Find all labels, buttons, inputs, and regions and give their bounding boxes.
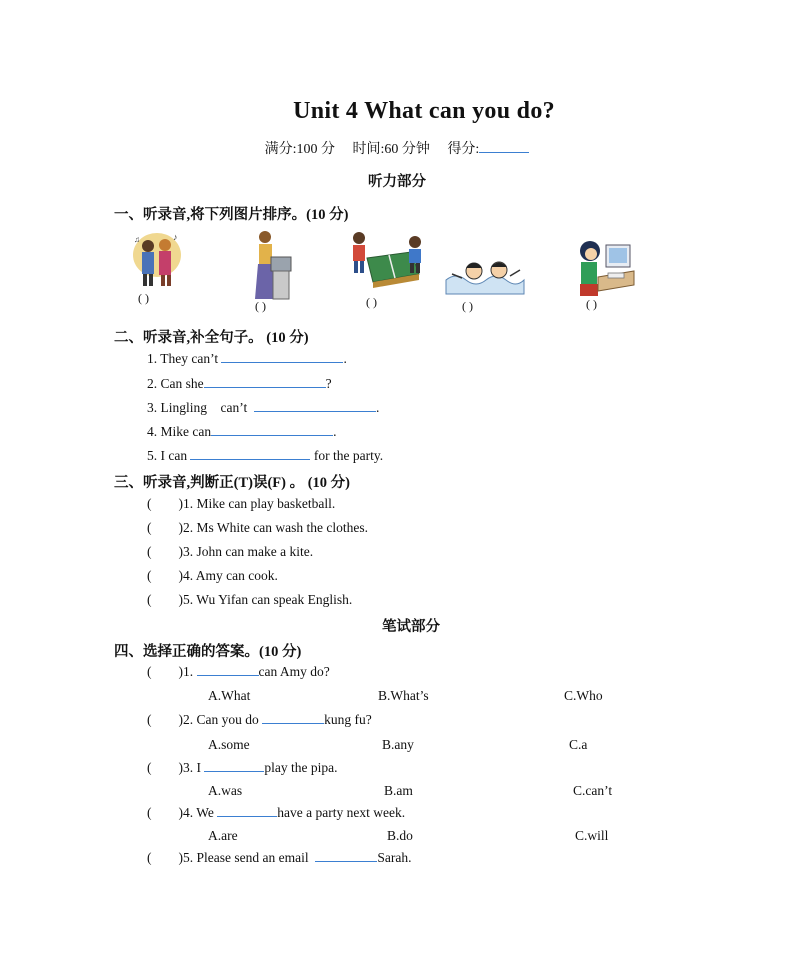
q4-option-b[interactable]: B.do [387, 828, 413, 843]
singing-picture [131, 230, 183, 290]
picture5-answer-paren[interactable]: ( ) [586, 297, 597, 311]
picture2-answer-paren[interactable]: ( ) [255, 299, 266, 313]
choice-question-1 [147, 664, 330, 680]
exam-meta [0, 138, 794, 158]
sentence-5-text: 5. I can [147, 448, 188, 463]
ping-pong-picture [349, 228, 427, 294]
picture3-answer-paren[interactable]: ( ) [366, 295, 377, 309]
q3-text-end: play the pipa. [264, 760, 338, 775]
svg-text:♫: ♫ [134, 235, 140, 244]
listening-part-heading: 听力部分 [368, 174, 426, 190]
q1-blank[interactable] [197, 675, 259, 676]
q1-number: ( )1. [147, 664, 194, 679]
sentence-4-text: 4. Mike can [147, 424, 212, 439]
true-false-item-2[interactable]: ( )2. Ms White can wash the clothes. [147, 520, 368, 535]
q4-blank[interactable] [217, 816, 277, 817]
section3-heading: 三、听录音,判断正(T)误(F) 。 (10 分) [114, 475, 350, 491]
full-score: 满分:100 分 [264, 142, 336, 157]
choice-question-4 [147, 805, 405, 821]
picture1-answer-paren[interactable]: ( ) [138, 291, 149, 305]
q3-option-a[interactable]: A.was [208, 783, 243, 798]
section1-heading: 一、听录音,将下列图片排序。(10 分) [114, 207, 349, 223]
sentence-3-text: 3. Lingling can’t [147, 400, 248, 415]
q4-option-c[interactable]: C.will [575, 828, 609, 843]
sentence-5-end: for the party. [310, 448, 384, 463]
q1-option-c[interactable]: C.Who [564, 688, 603, 703]
sentence-2-end: ? [325, 376, 332, 391]
sentence-1-blank[interactable] [221, 362, 343, 363]
sentence-3-end: . [376, 400, 380, 415]
fill-sentence-4 [147, 424, 336, 440]
q2-blank[interactable] [262, 723, 324, 724]
time-limit: 时间:60 分钟 [352, 142, 430, 157]
score-blank[interactable] [479, 152, 529, 153]
picture4-answer-paren[interactable]: ( ) [462, 299, 473, 313]
page-title: Unit 4 What can you do? [293, 98, 555, 124]
q4-option-a[interactable]: A.are [208, 828, 238, 843]
fill-sentence-5 [147, 448, 383, 464]
sentence-2-text: 2. Can she [147, 376, 204, 391]
q5-text-start: ( )5. Please send an email [147, 850, 309, 865]
score-label: 得分: [447, 142, 480, 157]
q3-option-c[interactable]: C.can’t [573, 783, 613, 798]
sentence-1-end: . [343, 351, 347, 366]
svg-text:♪: ♪ [173, 232, 178, 242]
q1-option-a[interactable]: A.What [208, 688, 251, 703]
q2-text-start: ( )2. Can you do [147, 712, 259, 727]
fill-sentence-1 [147, 351, 347, 367]
sentence-4-blank[interactable] [211, 435, 333, 436]
q2-option-a[interactable]: A.some [208, 737, 250, 752]
choice-question-5 [147, 850, 411, 866]
computer-picture [576, 237, 636, 299]
q3-blank[interactable] [204, 771, 264, 772]
fill-sentence-2 [147, 376, 332, 392]
sentence-3-blank[interactable] [254, 411, 376, 412]
q1-text: can Amy do? [258, 664, 330, 679]
true-false-item-4[interactable]: ( )4. Amy can cook. [147, 568, 278, 583]
q2-text-end: kung fu? [324, 712, 372, 727]
q2-option-c[interactable]: C.a [569, 737, 588, 752]
sentence-5-blank[interactable] [190, 459, 310, 460]
q1-option-b[interactable]: B.What’s [378, 688, 429, 703]
sentence-1-text: 1. They can’t [147, 351, 219, 366]
cooking-picture [249, 229, 295, 301]
q4-text-end: have a party next week. [277, 805, 406, 820]
q5-blank[interactable] [315, 861, 377, 862]
choice-question-2 [147, 712, 372, 728]
sentence-2-blank[interactable] [204, 387, 326, 388]
true-false-item-3[interactable]: ( )3. John can make a kite. [147, 544, 314, 559]
q5-text-end: Sarah. [377, 850, 412, 865]
fill-sentence-3 [147, 400, 379, 416]
q3-option-b[interactable]: B.am [384, 783, 413, 798]
true-false-item-5[interactable]: ( )5. Wu Yifan can speak English. [147, 592, 353, 607]
choice-question-3 [147, 760, 337, 776]
sentence-4-end: . [333, 424, 337, 439]
true-false-item-1[interactable]: ( )1. Mike can play basketball. [147, 496, 336, 511]
swimming-picture [444, 256, 526, 296]
q2-option-b[interactable]: B.any [382, 737, 414, 752]
section2-heading: 二、听录音,补全句子。 (10 分) [114, 330, 309, 346]
q3-text-start: ( )3. I [147, 760, 201, 775]
writing-part-heading: 笔试部分 [382, 619, 440, 635]
q4-text-start: ( )4. We [147, 805, 214, 820]
section4-heading: 四、选择正确的答案。(10 分) [114, 644, 302, 660]
